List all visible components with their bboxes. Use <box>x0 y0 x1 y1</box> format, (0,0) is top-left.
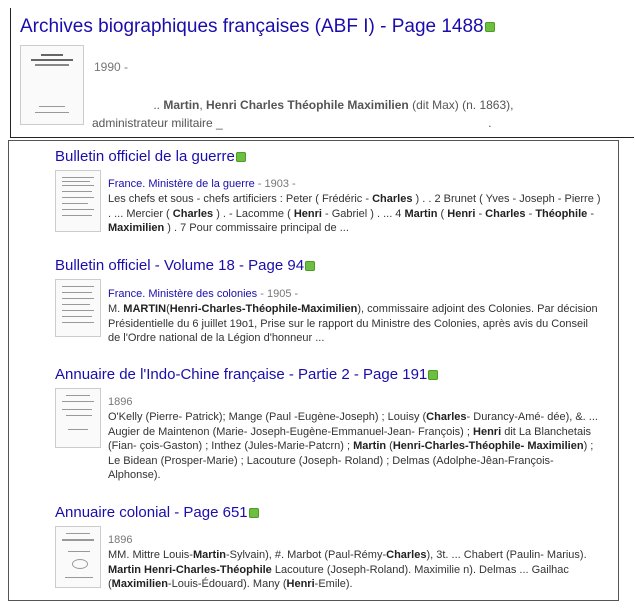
snippet-text: - <box>525 207 536 220</box>
snippet-text: Les chefs et sous - chefs artificiers : Peter ( Frédéric - <box>108 193 373 205</box>
snippet-highlight: Martin <box>353 440 387 452</box>
book-thumbnail[interactable] <box>20 45 84 125</box>
snippet-text: -Louis-Édouard). Many ( <box>167 578 287 590</box>
snippet-highlight: Charles <box>386 549 427 561</box>
search-result <box>55 257 605 357</box>
snippet-highlight: Henri <box>447 207 476 220</box>
snippet-text: ), commissaire adjoint des Colonies. Par décision Présidentielle du 6 juillet 19o1, Prise sur le rapport du Ministre des Colonies, après avis du Conseil de l'Ordre national de la Légion d'honneur ... <box>108 303 598 344</box>
snippet-text: - Gabriel ) . ... 4 <box>321 207 405 220</box>
book-thumbnail[interactable] <box>55 170 101 232</box>
white-cover <box>600 5 634 75</box>
preview-icon[interactable] <box>236 152 246 162</box>
snippet-highlight: Henri <box>473 425 502 438</box>
publication-year: 1896 <box>108 396 133 408</box>
snippet-text: . <box>488 116 492 130</box>
snippet-highlight: Henri-Charles-Théophile-Maximilien <box>169 303 358 315</box>
snippet-text: -Emile). <box>314 578 353 590</box>
result-meta <box>108 288 298 300</box>
book-thumbnail[interactable] <box>55 526 101 588</box>
publication-year: 1990 - <box>94 60 129 74</box>
snippet-text: O'Kelly (Pierre- Patrick); Mange (Paul -Eugène-Joseph) ; Louisy ( <box>108 411 427 423</box>
result-meta <box>108 178 296 190</box>
snippet-highlight: Maximilien <box>111 578 168 590</box>
snippet-text: Lacouture (Joseph-Roland). Maximilie n). Delmas ... Gailhac ( <box>108 563 569 590</box>
snippet <box>108 410 603 483</box>
result-meta <box>108 396 132 408</box>
book-thumbnail[interactable] <box>55 279 101 337</box>
publication-year: 1896 <box>108 534 133 546</box>
snippet-text: M. <box>108 303 124 315</box>
snippet-text: (dit Max) (n. 1863), <box>412 98 514 112</box>
snippet-highlight: Henri-Charles-Théophile- Maximilien <box>392 440 584 452</box>
snippet-text: dit La Blanchetais (Fian- çois-Gaston) ; Inthez (Jules-Marie-Patcrn) ; <box>108 425 592 452</box>
preview-icon[interactable] <box>249 508 259 518</box>
snippet-highlight: Charles <box>172 207 214 220</box>
snippet <box>108 548 603 592</box>
result-title-link[interactable] <box>55 148 246 165</box>
publication-year: - 1905 - <box>257 288 299 300</box>
snippet <box>108 302 603 346</box>
snippet-text: ) . . 2 Brunet ( Yves - Joseph - Pierre ) . ... Mercier ( <box>108 193 601 220</box>
snippet-text: ), 3t. ... Chabert (Paulin- Marius). <box>426 549 587 561</box>
preview-icon[interactable] <box>485 22 495 32</box>
result-source[interactable]: France. Ministère de la guerre <box>108 178 255 190</box>
snippet-text: administrateur militaire _ <box>92 116 223 130</box>
result-title-link[interactable] <box>55 257 315 274</box>
snippet-highlight: Charles <box>426 411 467 423</box>
snippet-text: ( <box>386 440 393 452</box>
snippet-text: MM. Mittre Louis- <box>108 549 193 561</box>
snippet-highlight: Martin <box>163 98 200 112</box>
search-result <box>55 504 605 600</box>
search-result <box>55 366 605 486</box>
snippet-highlight: Maximilien <box>108 222 165 234</box>
top-result-title-link[interactable] <box>20 16 495 38</box>
snippet-text: - <box>587 207 594 220</box>
preview-icon[interactable] <box>305 261 315 271</box>
snippet-text: ( <box>166 303 170 315</box>
result-title: Annuaire colonial - Page 651 <box>55 504 248 521</box>
snippet-highlight: Henri <box>286 578 315 590</box>
result-title: Annuaire de l'Indo-Chine française - Partie 2 - Page 191 <box>55 366 428 383</box>
snippet-text: - Durancy-Amé- dée), &. ... Augier de Maintenon (Marie- Joseph-Eugène-Emmanuel-Jean- François) ; <box>108 411 598 438</box>
snippet-text: -Sylvain), #. Marbot (Paul-Rémy- <box>225 549 387 561</box>
snippet-text: ( <box>437 207 448 220</box>
result-title: Bulletin officiel de la guerre <box>55 148 235 165</box>
snippet-text: , <box>199 98 203 112</box>
snippet-highlight: Henri Charles Théophile Maximilien <box>206 98 409 112</box>
result-title-link[interactable] <box>55 366 438 383</box>
result-title: Bulletin officiel - Volume 18 - Page 94 <box>55 257 305 274</box>
snippet-highlight: MARTIN <box>123 303 167 315</box>
snippet-highlight: Théophile <box>535 207 588 220</box>
snippet-highlight: Martin <box>192 549 226 561</box>
snippet-highlight: Martin Henri-Charles-Théophile <box>108 563 272 576</box>
preview-icon[interactable] <box>428 370 438 380</box>
top-result-title: Archives biographiques françaises (ABF I) - Page 1488 <box>20 16 484 37</box>
snippet-text: ) ; Le Bidean (Prosper-Marie) ; Lacouture (Joseph- Roland) ; Delmas (Adolphe-Jêan-François- Alphonse). <box>108 440 594 481</box>
snippet-text: ) . - Lacomme ( <box>213 207 294 220</box>
search-result <box>55 148 605 248</box>
snippet <box>92 96 572 132</box>
snippet-text: .. <box>153 98 161 112</box>
snippet <box>108 192 603 236</box>
snippet-text: ) . 7 Pour commissaire principal de ... <box>164 222 349 234</box>
snippet-text: - <box>475 207 486 220</box>
publication-year: - 1903 - <box>254 178 296 190</box>
snippet-highlight: Charles <box>485 207 526 220</box>
snippet-highlight: Charles <box>372 193 413 205</box>
result-meta <box>108 534 132 546</box>
result-source[interactable]: France. Ministère des colonies <box>108 288 258 300</box>
book-thumbnail[interactable] <box>55 388 101 448</box>
snippet-highlight: Martin <box>404 207 438 220</box>
snippet-highlight: Henri <box>293 207 322 220</box>
result-title-link[interactable] <box>55 504 259 521</box>
